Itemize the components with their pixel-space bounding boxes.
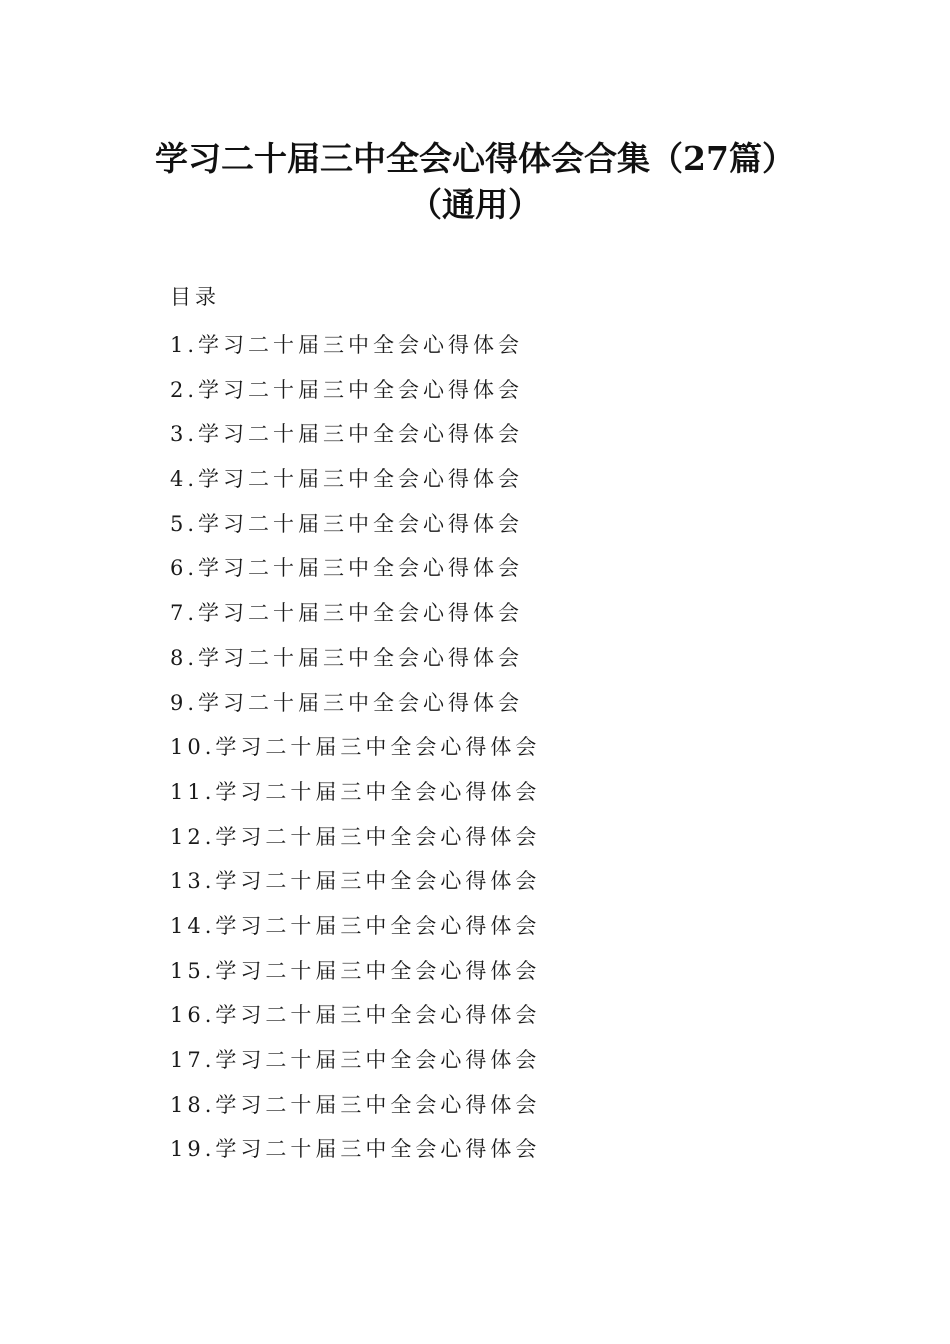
toc-item[interactable]: 8.学习二十届三中全会心得体会: [170, 645, 524, 670]
title-line-2: （通用）: [409, 185, 541, 224]
toc-item[interactable]: 17.学习二十届三中全会心得体会: [170, 1048, 541, 1072]
toc-item[interactable]: 11.学习二十届三中全会心得体会: [170, 779, 541, 804]
toc-item[interactable]: 18.学习二十届三中全会心得体会: [170, 1092, 541, 1117]
toc-list: [170, 323, 540, 1172]
toc-item[interactable]: 9.学习二十届三中全会心得体会: [170, 690, 524, 715]
toc-item[interactable]: 4.学习二十届三中全会心得体会: [170, 467, 524, 492]
toc-item[interactable]: 19.学习二十届三中全会心得体会: [170, 1137, 541, 1162]
toc-heading: 目录: [170, 285, 220, 309]
toc-item[interactable]: 6.学习二十届三中全会心得体会: [170, 556, 524, 581]
toc-item[interactable]: 13.学习二十届三中全会心得体会: [170, 869, 541, 894]
toc-item[interactable]: 5.学习二十届三中全会心得体会: [170, 511, 524, 536]
toc-item[interactable]: 3.学习二十届三中全会心得体会: [170, 422, 524, 447]
toc-item[interactable]: 2.学习二十届三中全会心得体会: [170, 377, 524, 402]
toc-item[interactable]: 1.学习二十届三中全会心得体会: [170, 333, 524, 357]
toc-item[interactable]: 7.学习二十届三中全会心得体会: [170, 601, 524, 626]
title-line-1: 学习二十届三中全会心得体会合集（27篇）: [155, 139, 795, 178]
toc-item[interactable]: 12.学习二十届三中全会心得体会: [170, 824, 541, 849]
document-title: [0, 136, 950, 228]
toc-item[interactable]: 16.学习二十届三中全会心得体会: [170, 1003, 541, 1028]
toc-item[interactable]: 14.学习二十届三中全会心得体会: [170, 913, 541, 938]
toc-item[interactable]: 10.学习二十届三中全会心得体会: [170, 735, 541, 760]
toc-item[interactable]: 15.学习二十届三中全会心得体会: [170, 958, 541, 983]
table-of-contents: [170, 278, 540, 1172]
